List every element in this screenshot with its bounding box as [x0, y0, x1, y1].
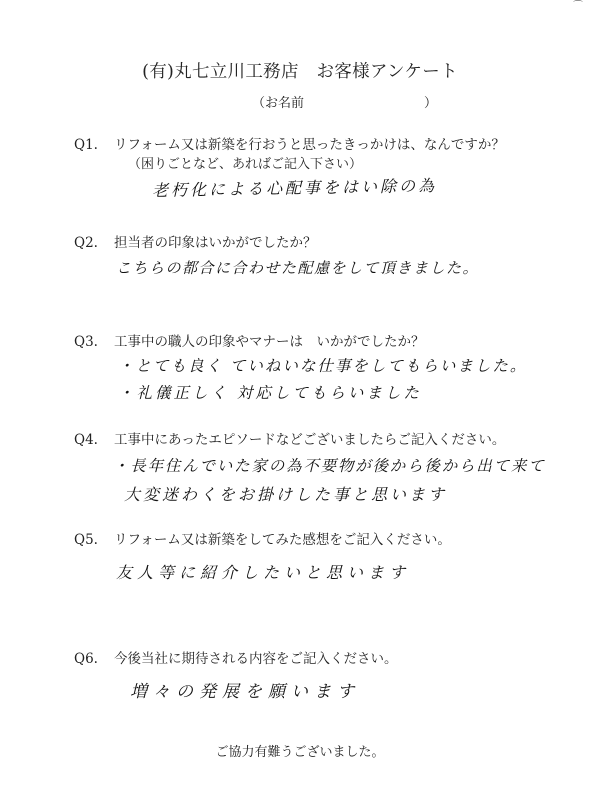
question-text: リフォーム又は新築を行おうと思ったきっかけは、なんですか？: [114, 137, 505, 153]
question-5: [74, 532, 451, 549]
answer-2-line-1: こちらの都合に合わせた配慮をして頂きました。: [116, 259, 480, 277]
question-1: [74, 137, 505, 154]
survey-title: (有)丸七立川工務店 お客様アンケート: [142, 62, 458, 82]
answer-4-line-1: ・長年住んでいた家の為不要物が後から後から出て来て: [113, 457, 546, 475]
question-number: Q1.: [74, 137, 98, 153]
question-number: Q3.: [74, 334, 98, 350]
question-2: [74, 235, 317, 252]
question-text: 工事中にあったエピソードなどございましたらご記入ください。: [114, 432, 506, 448]
question-1-subtext: （困りごとなど、あればご記入下さい）: [128, 157, 363, 172]
corner-mark: ⌒: [573, 1, 583, 12]
name-label: （お名前: [252, 96, 305, 111]
question-text: リフォーム又は新築をしてみた感想をご記入ください。: [114, 532, 451, 548]
question-number: Q2.: [74, 235, 98, 251]
question-number: Q6.: [74, 651, 98, 667]
answer-1-line-1: 老朽化による心配事をはい除の為: [151, 176, 438, 200]
question-6: [74, 651, 398, 668]
thanks-footer: ご協力有難うございました。: [215, 745, 385, 760]
question-3: [74, 334, 425, 351]
question-text: 担当者の印象はいかがでしたか？: [114, 235, 317, 251]
answer-3-line-1: ・とても良く ていねいな仕事をしてもらいました。: [118, 357, 528, 375]
name-close-paren: ）: [424, 96, 438, 111]
question-number: Q4.: [74, 432, 98, 448]
answer-4-line-2: 大変迷わくをお掛けした事と思います: [124, 485, 448, 504]
question-text: 今後当社に期待される内容をご記入ください。: [114, 651, 398, 667]
answer-3-line-2: ・礼儀正しく 対応してもらいました: [118, 384, 422, 402]
answer-5-line-1: 友人等に紹介したいと思います: [116, 563, 411, 582]
name-field: [252, 96, 442, 112]
question-text: 工事中の職人の印象やマナーは いかがでしたか？: [114, 334, 425, 350]
answer-6-line-1: 増々の発展を願います: [130, 682, 360, 702]
question-number: Q5.: [74, 532, 98, 548]
question-4: [74, 432, 505, 449]
